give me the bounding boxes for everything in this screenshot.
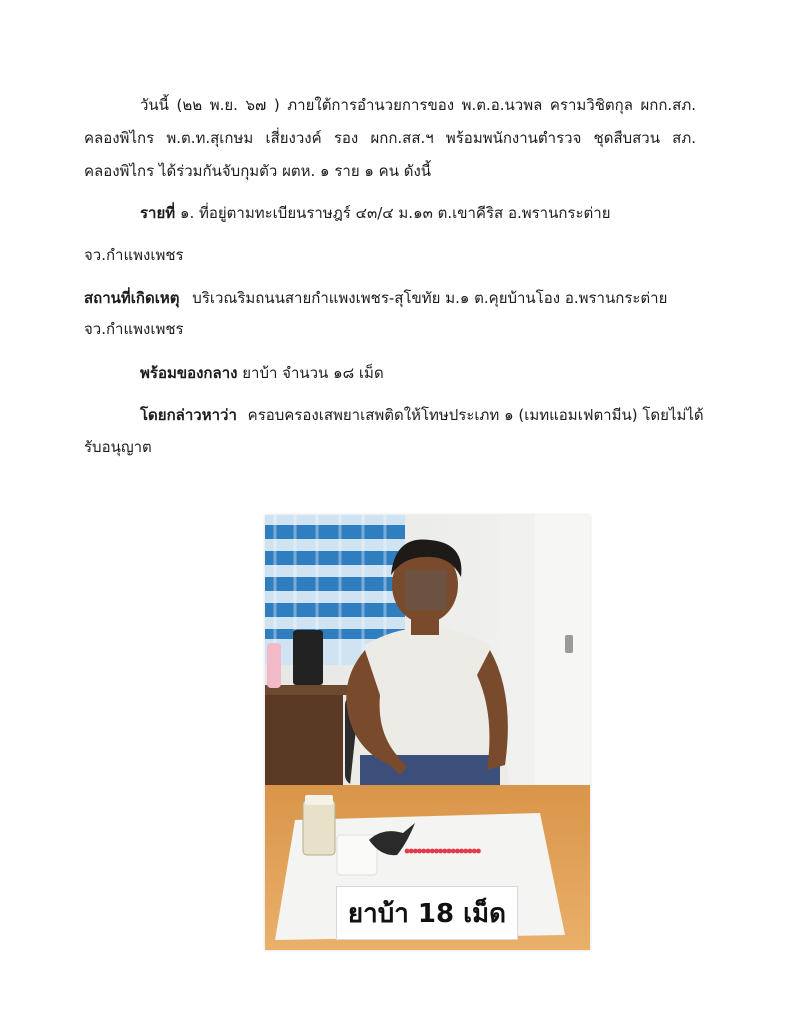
pill [468, 849, 473, 854]
jar [303, 800, 335, 855]
suspect-label: รายที่ [140, 204, 176, 222]
speaker [293, 630, 323, 685]
charge-line [140, 405, 704, 425]
pill [421, 849, 426, 854]
pill [442, 849, 447, 854]
scene-label: สถานที่เกิดเหตุ [84, 289, 180, 307]
pill [459, 849, 464, 854]
evidence-label: พร้อมของกลาง [140, 364, 238, 382]
pill [409, 849, 414, 854]
pill [463, 849, 468, 854]
pill [430, 849, 435, 854]
arrest-photo [265, 515, 590, 950]
suspect-line [140, 203, 610, 223]
bottle [267, 643, 281, 688]
scene-line [84, 288, 667, 308]
arrest-photo-illustration [265, 515, 590, 950]
suspect-province: จว.กำแพงเพชร [84, 246, 184, 264]
charge-text: ครอบครองเสพยาเสพติดให้โทษประเภท ๑ (เมทแอมเฟตามีน) โดยไม่ได้ [247, 406, 704, 424]
door-panel [535, 515, 590, 785]
charge-line-2: รับอนุญาต [84, 438, 152, 456]
pill [447, 849, 452, 854]
pill [472, 849, 477, 854]
scene-province: จว.กำแพงเพชร [84, 320, 184, 338]
desk [265, 690, 343, 785]
evidence-caption: ยาบ้า 18 เม็ด [336, 886, 518, 940]
pill [405, 849, 410, 854]
scene-text: บริเวณริมถนนสายกำแพงเพชร-สุโขทัย ม.๑ ต.คุยบ้านโอง อ.พรานกระต่าย [192, 289, 668, 307]
evidence-text: ยาบ้า จำนวน ๑๘ เม็ด [242, 364, 384, 382]
pill [438, 849, 443, 854]
pill [413, 849, 418, 854]
pill [417, 849, 422, 854]
pill [455, 849, 460, 854]
suspect-text: ๑. ที่อยู่ตามทะเบียนราษฎร์ ๔๓/๔ ม.๑๓ ต.เขาคีริส อ.พรานกระต่าย [179, 204, 611, 222]
intro-line-2: คลองพิไกร พ.ต.ท.สุเกษม เสี่ยงวงค์ รอง ผกก.สส.ฯ พร้อมพนักงานตำรวจ ชุดสืบสวน สภ. [84, 129, 696, 147]
pill [426, 849, 431, 854]
intro-line-1: วันนี้ (๒๒ พ.ย. ๖๗ ) ภายใต้การอำนวยการของ พ.ต.อ.นวพล ครามวิชิตกุล ผกก.สภ. [140, 96, 696, 114]
intro-line-3: คลองพิไกร ได้ร่วมกันจับกุมตัว ผตห. ๑ ราย ๑ คน ดังนี้ [84, 162, 432, 180]
blurred-face [405, 570, 447, 610]
pill [434, 849, 439, 854]
pill [451, 849, 456, 854]
charge-label: โดยกล่าวหาว่า [140, 406, 237, 424]
pill [476, 849, 481, 854]
evidence-line [140, 363, 384, 383]
door-handle [565, 635, 573, 653]
